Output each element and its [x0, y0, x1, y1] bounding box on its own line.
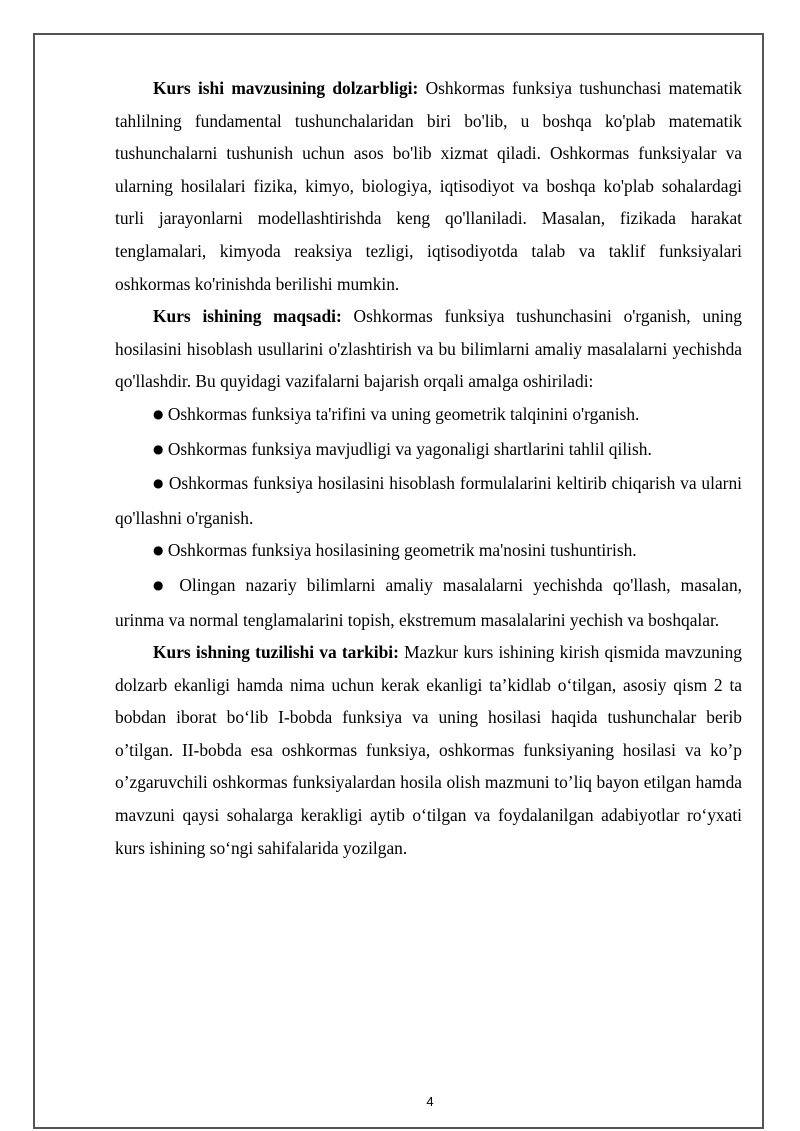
- task-text: Oshkormas funksiya ta'rifini va uning geometrik talqinini o'rganish.: [167, 403, 640, 424]
- task-item: [115, 569, 742, 636]
- structure-text: Mazkur kurs ishining kirish qismida mavzuning dolzarb ekanligi hamda nima uchun kerak ekanligi ta’kidlab o‘tilgan, asosiy qism 2 ta bobdan iborat bo‘lib I-bobda funksiya va uning hosilasi haqida tushunchalar berib o’tilgan. II-bobda esa oshkormas funksiya, oshkormas funksiyaning hosilasi va ko’p o’zgaruvchili oshkormas funksiyalardan hosila olish mazmuni to’liq bayon etilgan hamda mavzuni qaysi sohalarga kerakligi aytib o‘tilgan va foydalanilgan adabiyotlar ro‘yxati kurs ishining so‘ngi sahifalarida yozilgan.: [115, 642, 742, 858]
- bullet-icon: ●: [153, 406, 164, 421]
- task-text: Oshkormas funksiya mavjudligi va yagonaligi shartlarini tahlil qilish.: [167, 438, 652, 459]
- task-item: [115, 467, 742, 534]
- task-item: [115, 534, 742, 569]
- structure-heading: Kurs ishning tuzilishi va tarkibi:: [153, 642, 399, 663]
- bullet-icon: ●: [153, 577, 170, 592]
- task-item: [115, 433, 742, 468]
- document-body: [115, 72, 742, 864]
- goal-text: Oshkormas funksiya tushunchasini o'rganish, uning hosilasini hisoblash usullarini o'zlashtirish va bu bilimlarni amaliy masalalarni yechishda qo'llashdir. Bu quyidagi vazifalarni bajarish orqali amalga oshiriladi:: [115, 306, 742, 392]
- bullet-icon: ●: [153, 543, 164, 558]
- task-text: Oshkormas funksiya hosilasining geometrik ma'nosini tushuntirish.: [167, 540, 637, 561]
- bullet-icon: ●: [153, 441, 164, 456]
- task-item: [115, 398, 742, 433]
- goal-heading: Kurs ishining maqsadi:: [153, 306, 342, 327]
- page-number: 4: [426, 1094, 434, 1109]
- relevance-paragraph: [115, 72, 742, 300]
- relevance-text: Oshkormas funksiya tushunchasi matematik tahlilning fundamental tushunchalaridan biri bo'lib, u boshqa ko'plab matematik tushunchalarni tushunish uchun asos bo'lib xizmat qiladi. Oshkormas funksiyalar va ularning hosilalari fizika, kimyo, biologiya, iqtisodiyot va boshqa ko'plab sohalardagi turli jarayonlarni modellashtirishda keng qo'llaniladi. Masalan, fizikada harakat tenglamalari, kimyoda reaksiya tezligi, iqtisodiyotda talab va taklif funksiyalari oshkormas ko'rinishda berilishi mumkin.: [115, 78, 742, 294]
- structure-paragraph: [115, 636, 742, 864]
- relevance-heading: Kurs ishi mavzusining dolzarbligi:: [153, 78, 419, 98]
- task-text: Olingan nazariy bilimlarni amaliy masalalarni yechishda qo'llash, masalan, urinma va normal tenglamalarini topish, ekstremum masalalarini yechish va boshqalar.: [115, 574, 742, 630]
- task-text: Oshkormas funksiya hosilasini hisoblash formulalarini keltirib chiqarish va ularni qo'llashni o'rganish.: [115, 473, 742, 528]
- bullet-icon: ●: [153, 476, 164, 491]
- goal-paragraph: [115, 300, 742, 398]
